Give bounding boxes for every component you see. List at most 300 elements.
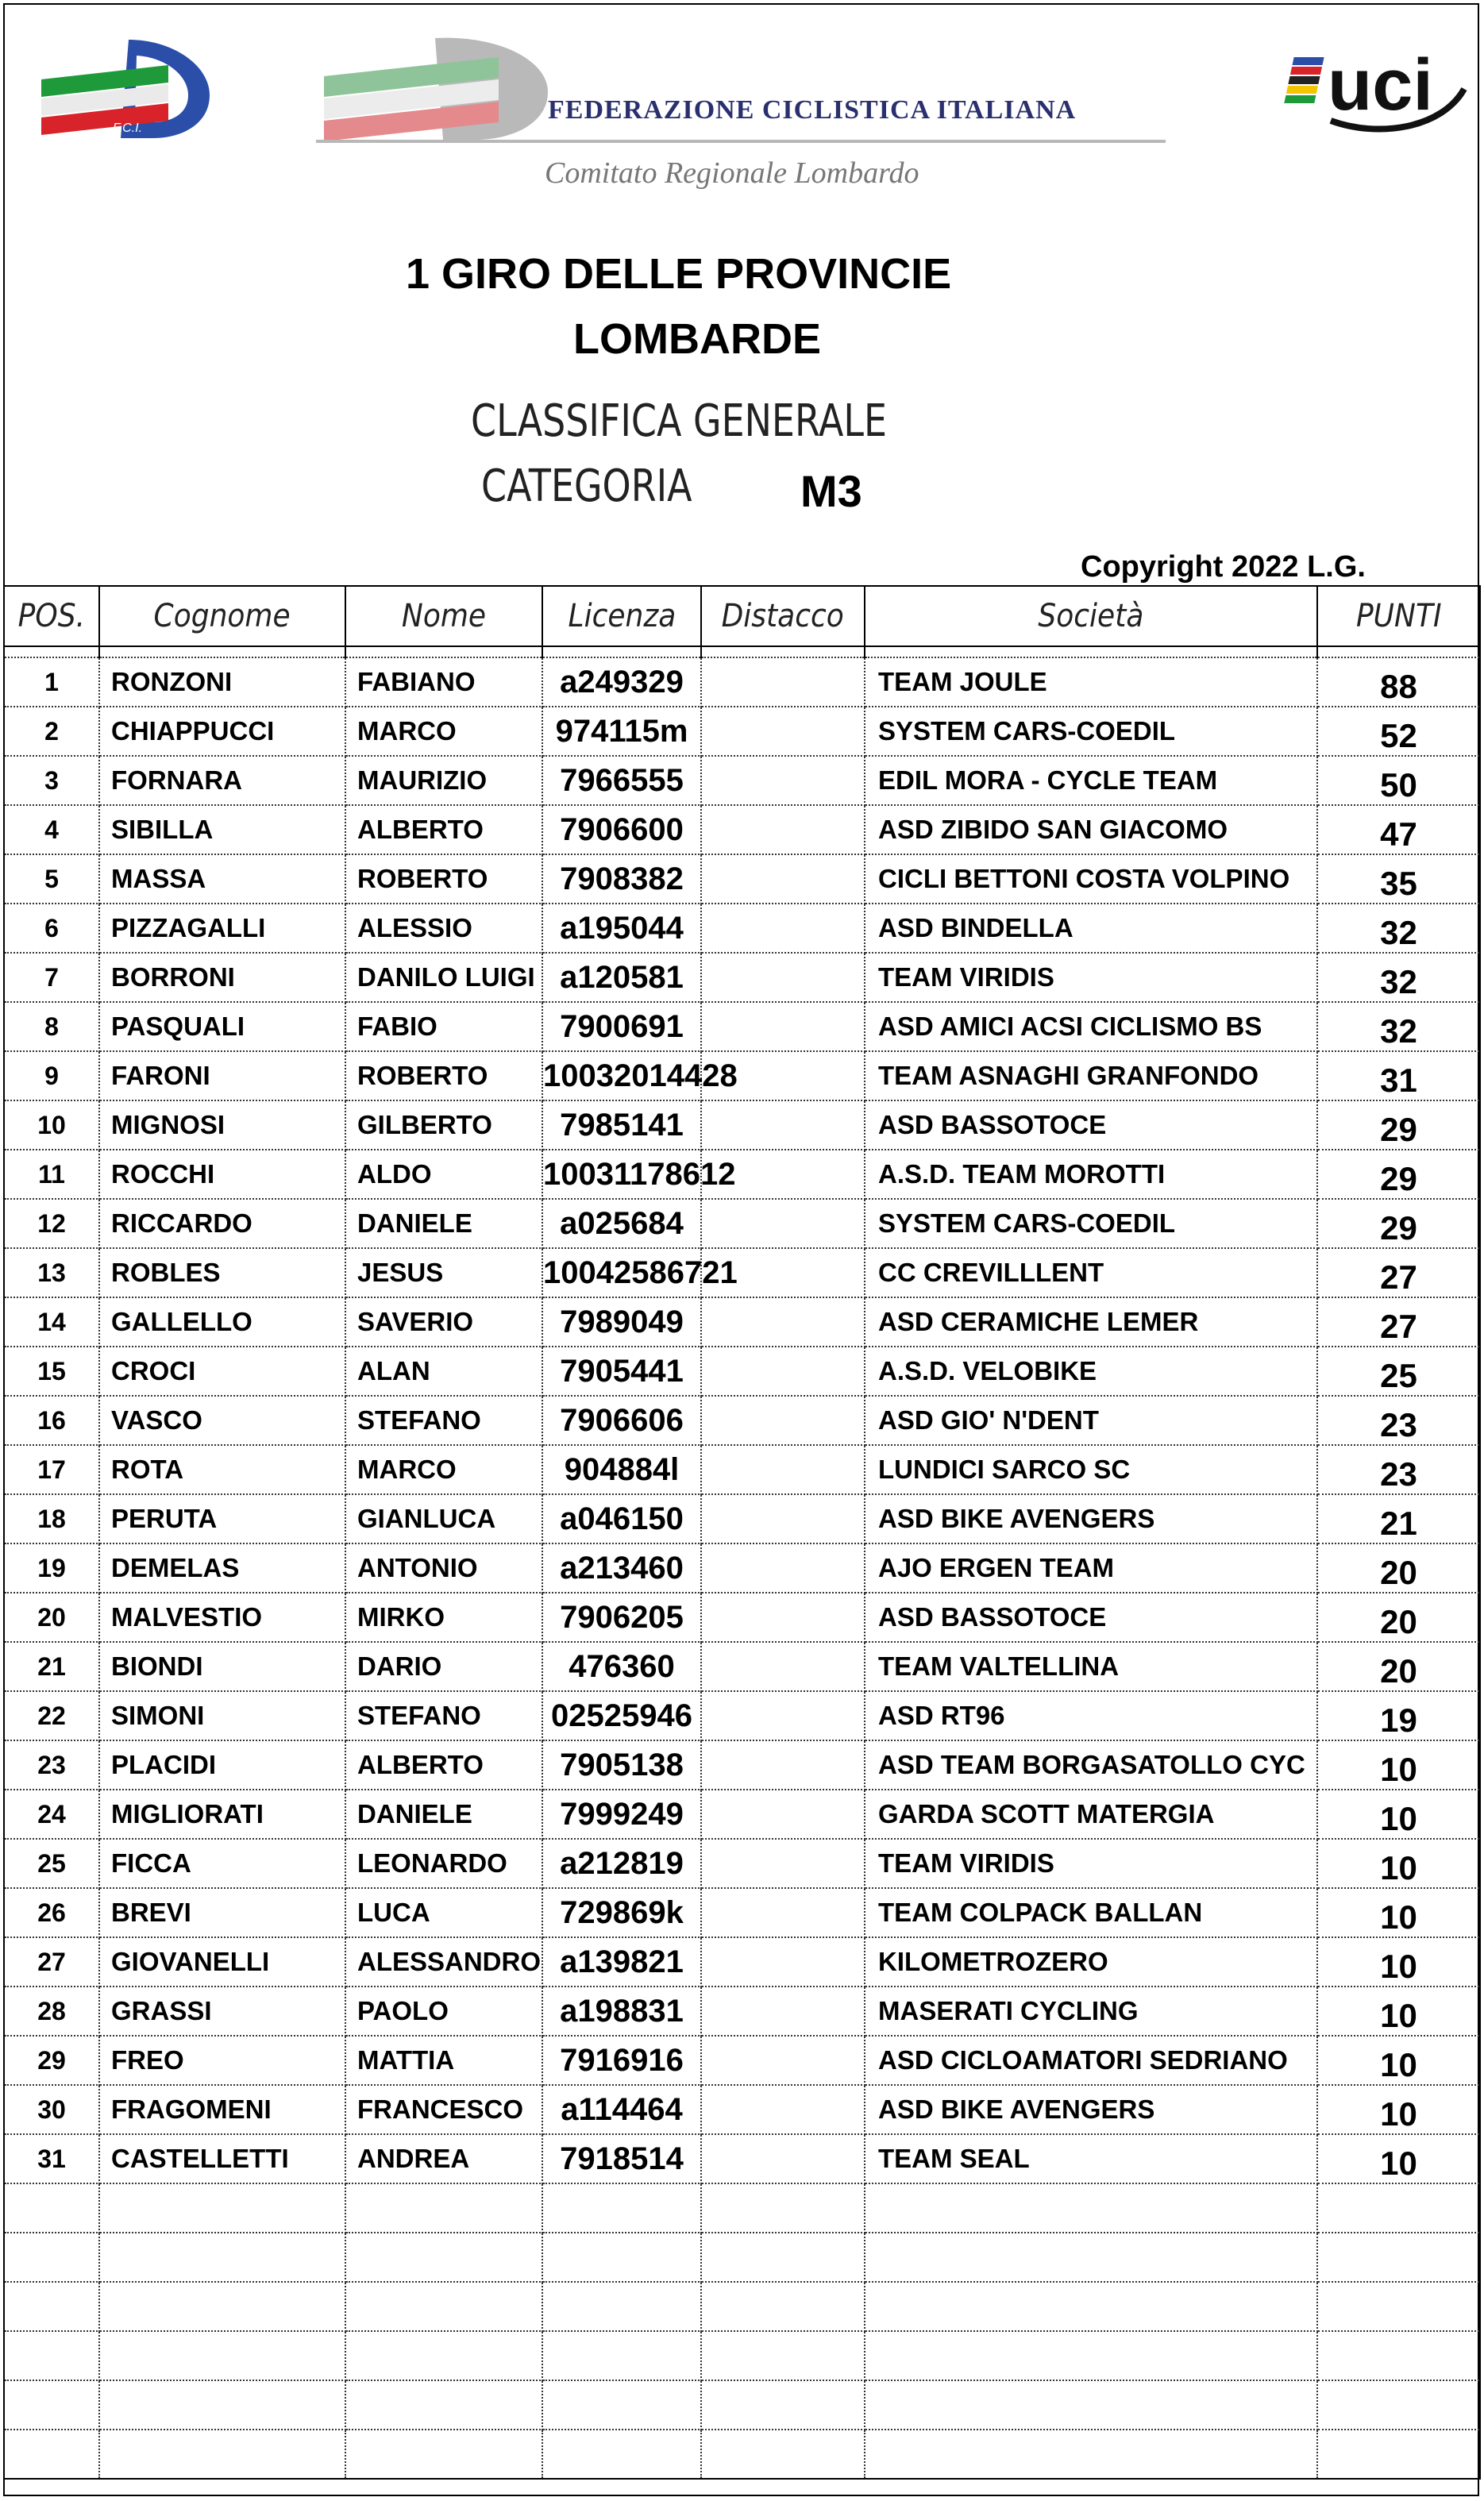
cell-distacco [701, 1543, 865, 1593]
cell-punti: 10 [1317, 1839, 1480, 1888]
cell-nome: STEFANO [345, 1691, 542, 1740]
header-punti: PUNTI [1317, 586, 1480, 646]
cell-pos [4, 2430, 99, 2479]
cell-cognome: FARONI [99, 1051, 345, 1100]
cell-licenza: 7906606 [542, 1396, 701, 1445]
cell-licenza [542, 2233, 701, 2282]
cell-licenza: a120581 [542, 953, 701, 1002]
cell-punti: 10 [1317, 2036, 1480, 2085]
cell-nome: FABIANO [345, 657, 542, 707]
cell-societa [865, 2183, 1317, 2233]
header-nome: Nome [345, 586, 542, 646]
cell-punti: 25 [1317, 1347, 1480, 1396]
standings-table-container [3, 585, 1479, 2480]
cell-licenza: 974115m [542, 707, 701, 756]
cell-societa [865, 2430, 1317, 2479]
cell-licenza: a114464 [542, 2085, 701, 2134]
cell-pos: 20 [4, 1593, 99, 1642]
cell-cognome: RICCARDO [99, 1199, 345, 1248]
table-row [4, 1790, 1480, 1839]
uci-logo [1275, 33, 1471, 141]
cell-punti: 20 [1317, 1543, 1480, 1593]
cell-nome: DARIO [345, 1642, 542, 1691]
cell-cognome: FRAGOMENI [99, 2085, 345, 2134]
cell-pos: 6 [4, 904, 99, 953]
table-row [4, 1937, 1480, 1987]
header-pos: POS. [4, 586, 99, 646]
cell-nome: MIRKO [345, 1593, 542, 1642]
cell-cognome: MIGNOSI [99, 1100, 345, 1150]
cell-licenza: a249329 [542, 657, 701, 707]
cell-cognome: FORNARA [99, 756, 345, 805]
cell-nome: ALAN [345, 1347, 542, 1396]
table-row [4, 2134, 1480, 2183]
cell-pos: 7 [4, 953, 99, 1002]
header-societa: Società [865, 586, 1317, 646]
cell-pos: 30 [4, 2085, 99, 2134]
cell-nome: ALESSANDRO [345, 1937, 542, 1987]
cell-punti [1317, 2331, 1480, 2380]
cell-punti: 20 [1317, 1642, 1480, 1691]
cell-pos: 28 [4, 1987, 99, 2036]
cell-societa [865, 2331, 1317, 2380]
cell-punti: 47 [1317, 805, 1480, 854]
cell-distacco [701, 1642, 865, 1691]
cell-societa: ASD BIKE AVENGERS [865, 1494, 1317, 1543]
cell-pos: 22 [4, 1691, 99, 1740]
cell-societa: ASD BINDELLA [865, 904, 1317, 953]
cell-distacco [701, 1691, 865, 1740]
cell-pos: 26 [4, 1888, 99, 1937]
cell-punti: 32 [1317, 904, 1480, 953]
cell-cognome: FREO [99, 2036, 345, 2085]
cell-distacco [701, 1396, 865, 1445]
cell-cognome: PERUTA [99, 1494, 345, 1543]
cell-pos: 2 [4, 707, 99, 756]
cell-societa: SYSTEM CARS-COEDIL [865, 707, 1317, 756]
cell-nome: JESUS [345, 1248, 542, 1297]
cell-cognome: GIOVANELLI [99, 1937, 345, 1987]
header-licenza: Licenza [542, 586, 701, 646]
cell-licenza: 7999249 [542, 1790, 701, 1839]
table-row [4, 2282, 1480, 2331]
table-row [4, 2380, 1480, 2430]
category-label: CATEGORIA [481, 461, 692, 512]
cell-licenza: a195044 [542, 904, 701, 953]
cell-nome: ALDO [345, 1150, 542, 1199]
cell-nome: GILBERTO [345, 1100, 542, 1150]
table-row [4, 1297, 1480, 1347]
cell-societa: GARDA SCOTT MATERGIA [865, 1790, 1317, 1839]
cell-cognome: VASCO [99, 1396, 345, 1445]
cell-nome [345, 2430, 542, 2479]
cell-licenza: a025684 [542, 1199, 701, 1248]
cell-distacco [701, 2183, 865, 2233]
cell-licenza: 7905138 [542, 1740, 701, 1790]
cell-nome: ROBERTO [345, 1051, 542, 1100]
cell-licenza: 7908382 [542, 854, 701, 904]
cell-pos: 4 [4, 805, 99, 854]
cell-pos: 8 [4, 1002, 99, 1051]
cell-pos [4, 2380, 99, 2430]
cell-pos: 27 [4, 1937, 99, 1987]
cell-cognome: ROBLES [99, 1248, 345, 1297]
cell-pos: 11 [4, 1150, 99, 1199]
cell-punti: 32 [1317, 1002, 1480, 1051]
cell-cognome: SIMONI [99, 1691, 345, 1740]
cell-punti: 32 [1317, 953, 1480, 1002]
cell-societa: ASD CERAMICHE LEMER [865, 1297, 1317, 1347]
cell-distacco [701, 1002, 865, 1051]
cell-licenza [542, 2430, 701, 2479]
cell-societa: TEAM JOULE [865, 657, 1317, 707]
cell-licenza: a139821 [542, 1937, 701, 1987]
cell-cognome: PLACIDI [99, 1740, 345, 1790]
cell-cognome: BORRONI [99, 953, 345, 1002]
table-row [4, 1494, 1480, 1543]
cell-societa [865, 2380, 1317, 2430]
cell-punti: 27 [1317, 1297, 1480, 1347]
cell-punti: 10 [1317, 1790, 1480, 1839]
cell-societa: ASD AMICI ACSI CICLISMO BS [865, 1002, 1317, 1051]
cell-societa: MASERATI CYCLING [865, 1987, 1317, 2036]
cell-cognome: GALLELLO [99, 1297, 345, 1347]
cell-cognome: GRASSI [99, 1987, 345, 2036]
cell-pos [4, 2282, 99, 2331]
cell-distacco [701, 1740, 865, 1790]
cell-societa: TEAM SEAL [865, 2134, 1317, 2183]
cell-cognome: ROTA [99, 1445, 345, 1494]
federation-divider [316, 140, 1166, 143]
cell-punti: 31 [1317, 1051, 1480, 1100]
cell-cognome: BIONDI [99, 1642, 345, 1691]
table-row [4, 1691, 1480, 1740]
cell-societa: TEAM VIRIDIS [865, 1839, 1317, 1888]
cell-licenza: 7966555 [542, 756, 701, 805]
cell-licenza [542, 2183, 701, 2233]
cell-punti: 29 [1317, 1100, 1480, 1150]
cell-societa: AJO ERGEN TEAM [865, 1543, 1317, 1593]
cell-licenza [542, 2282, 701, 2331]
cell-nome [345, 2380, 542, 2430]
cell-licenza: 7989049 [542, 1297, 701, 1347]
cell-pos: 29 [4, 2036, 99, 2085]
cell-pos: 16 [4, 1396, 99, 1445]
cell-cognome: PIZZAGALLI [99, 904, 345, 953]
cell-pos [4, 2233, 99, 2282]
table-row [4, 1051, 1480, 1100]
cell-pos: 31 [4, 2134, 99, 2183]
table-row [4, 1100, 1480, 1150]
cell-pos: 23 [4, 1740, 99, 1790]
header-spacer [4, 646, 1480, 657]
cell-societa: CICLI BETTONI COSTA VOLPINO [865, 854, 1317, 904]
cell-societa: CC CREVILLLENT [865, 1248, 1317, 1297]
cell-distacco [701, 2430, 865, 2479]
cell-punti: 10 [1317, 1987, 1480, 2036]
table-row [4, 1543, 1480, 1593]
regional-committee: Comitato Regionale Lombardo [545, 156, 919, 190]
cell-nome: DANIELE [345, 1199, 542, 1248]
cell-pos: 3 [4, 756, 99, 805]
cell-cognome [99, 2233, 345, 2282]
table-row [4, 1002, 1480, 1051]
cell-pos: 19 [4, 1543, 99, 1593]
cell-nome: MARCO [345, 1445, 542, 1494]
cell-distacco [701, 657, 865, 707]
cell-licenza: 7906600 [542, 805, 701, 854]
cell-punti: 20 [1317, 1593, 1480, 1642]
cell-cognome: PASQUALI [99, 1002, 345, 1051]
cell-nome: FRANCESCO [345, 2085, 542, 2134]
uci-logo-text: uci [1328, 44, 1433, 125]
race-title-line-2: LOMBARDE [573, 315, 821, 363]
cell-nome [345, 2183, 542, 2233]
cell-pos: 1 [4, 657, 99, 707]
cell-distacco [701, 1445, 865, 1494]
cell-cognome: BREVI [99, 1888, 345, 1937]
cell-pos: 18 [4, 1494, 99, 1543]
header-cognome: Cognome [99, 586, 345, 646]
table-row [4, 2233, 1480, 2282]
cell-licenza [542, 2380, 701, 2430]
cell-nome: DANIELE [345, 1790, 542, 1839]
cell-licenza: 7906205 [542, 1593, 701, 1642]
cell-cognome: DEMELAS [99, 1543, 345, 1593]
cell-pos: 12 [4, 1199, 99, 1248]
table-row [4, 2036, 1480, 2085]
cell-punti [1317, 2233, 1480, 2282]
cell-nome [345, 2282, 542, 2331]
table-row [4, 1642, 1480, 1691]
table-row [4, 805, 1480, 854]
fci-logo-text: F.C.I. [113, 121, 143, 135]
cell-distacco [701, 2282, 865, 2331]
cell-nome: MATTIA [345, 2036, 542, 2085]
cell-nome: FABIO [345, 1002, 542, 1051]
cell-societa: A.S.D. VELOBIKE [865, 1347, 1317, 1396]
cell-distacco [701, 1839, 865, 1888]
cell-distacco [701, 2331, 865, 2380]
table-row [4, 1199, 1480, 1248]
cell-distacco [701, 1888, 865, 1937]
cell-cognome: ROCCHI [99, 1150, 345, 1199]
table-header-row [4, 586, 1480, 646]
cell-pos: 5 [4, 854, 99, 904]
race-title-line-1: 1 GIRO DELLE PROVINCIE [406, 250, 952, 298]
fci-logo [33, 33, 216, 145]
cell-nome: DANILO LUIGI [345, 953, 542, 1002]
cell-nome: LUCA [345, 1888, 542, 1937]
cell-distacco [701, 2085, 865, 2134]
cell-licenza: a198831 [542, 1987, 701, 2036]
cell-distacco [701, 2380, 865, 2430]
table-row [4, 1987, 1480, 2036]
cell-licenza: 10042586721 [542, 1248, 701, 1297]
cell-licenza: 7918514 [542, 2134, 701, 2183]
cell-punti: 21 [1317, 1494, 1480, 1543]
cell-punti: 27 [1317, 1248, 1480, 1297]
cell-societa: LUNDICI SARCO SC [865, 1445, 1317, 1494]
cell-societa: EDIL MORA - CYCLE TEAM [865, 756, 1317, 805]
cell-pos: 21 [4, 1642, 99, 1691]
cell-pos: 17 [4, 1445, 99, 1494]
cell-punti [1317, 2430, 1480, 2479]
cell-cognome [99, 2430, 345, 2479]
cell-distacco [701, 1790, 865, 1839]
cell-societa: ASD RT96 [865, 1691, 1317, 1740]
cell-nome: LEONARDO [345, 1839, 542, 1888]
cell-nome: SAVERIO [345, 1297, 542, 1347]
cell-cognome [99, 2183, 345, 2233]
cell-nome: ROBERTO [345, 854, 542, 904]
table-row [4, 1593, 1480, 1642]
cell-licenza: 7900691 [542, 1002, 701, 1051]
cell-cognome: MASSA [99, 854, 345, 904]
cell-societa: A.S.D. TEAM MOROTTI [865, 1150, 1317, 1199]
table-row [4, 756, 1480, 805]
copyright-notice: Copyright 2022 L.G. [1081, 550, 1366, 584]
cell-punti: 10 [1317, 1937, 1480, 1987]
cell-nome: ALESSIO [345, 904, 542, 953]
cell-pos: 14 [4, 1297, 99, 1347]
cell-pos: 25 [4, 1839, 99, 1888]
cell-distacco [701, 1199, 865, 1248]
table-row [4, 657, 1480, 707]
cell-pos: 24 [4, 1790, 99, 1839]
cell-licenza: 7905441 [542, 1347, 701, 1396]
cell-licenza: 10032014428 [542, 1051, 701, 1100]
cell-licenza: 729869k [542, 1888, 701, 1937]
federation-banner-logo [316, 29, 554, 148]
cell-licenza: 904884l [542, 1445, 701, 1494]
table-row [4, 1445, 1480, 1494]
cell-punti: 88 [1317, 657, 1480, 707]
cell-societa: TEAM VIRIDIS [865, 953, 1317, 1002]
cell-distacco [701, 1987, 865, 2036]
cell-licenza: a046150 [542, 1494, 701, 1543]
cell-cognome [99, 2380, 345, 2430]
cell-cognome: FICCA [99, 1839, 345, 1888]
cell-punti: 10 [1317, 2134, 1480, 2183]
cell-distacco [701, 1100, 865, 1150]
cell-punti: 23 [1317, 1396, 1480, 1445]
cell-nome: MAURIZIO [345, 756, 542, 805]
table-row [4, 1740, 1480, 1790]
cell-societa: ASD BASSOTOCE [865, 1593, 1317, 1642]
cell-punti [1317, 2380, 1480, 2430]
cell-societa: ASD GIO' N'DENT [865, 1396, 1317, 1445]
category-value: M3 [800, 466, 862, 516]
cell-distacco [701, 1937, 865, 1987]
cell-cognome [99, 2331, 345, 2380]
cell-cognome: MALVESTIO [99, 1593, 345, 1642]
cell-distacco [701, 1297, 865, 1347]
cell-distacco [701, 2134, 865, 2183]
cell-cognome: SIBILLA [99, 805, 345, 854]
cell-societa: ASD BASSOTOCE [865, 1100, 1317, 1150]
cell-distacco [701, 1494, 865, 1543]
cell-nome: STEFANO [345, 1396, 542, 1445]
cell-distacco [701, 756, 865, 805]
cell-licenza: 10031178612 [542, 1150, 701, 1199]
cell-licenza [542, 2331, 701, 2380]
cell-societa: ASD CICLOAMATORI SEDRIANO [865, 2036, 1317, 2085]
table-row [4, 2430, 1480, 2479]
cell-societa: ASD ZIBIDO SAN GIACOMO [865, 805, 1317, 854]
table-row [4, 854, 1480, 904]
cell-distacco [701, 805, 865, 854]
cell-pos [4, 2183, 99, 2233]
cell-pos: 15 [4, 1347, 99, 1396]
cell-punti: 29 [1317, 1150, 1480, 1199]
cell-punti: 10 [1317, 2085, 1480, 2134]
cell-nome: PAOLO [345, 1987, 542, 2036]
cell-punti: 52 [1317, 707, 1480, 756]
cell-pos: 9 [4, 1051, 99, 1100]
cell-cognome: MIGLIORATI [99, 1790, 345, 1839]
cell-licenza: 7916916 [542, 2036, 701, 2085]
federation-name: FEDERAZIONE CICLISTICA ITALIANA [548, 95, 1077, 125]
table-row [4, 1839, 1480, 1888]
cell-distacco [701, 707, 865, 756]
cell-distacco [701, 2036, 865, 2085]
cell-societa [865, 2233, 1317, 2282]
cell-nome: ANTONIO [345, 1543, 542, 1593]
table-row [4, 1150, 1480, 1199]
cell-punti: 19 [1317, 1691, 1480, 1740]
table-row [4, 2085, 1480, 2134]
cell-punti: 35 [1317, 854, 1480, 904]
table-row [4, 1347, 1480, 1396]
classification-title: CLASSIFICA GENERALE [471, 395, 888, 447]
cell-nome: ALBERTO [345, 805, 542, 854]
cell-distacco [701, 953, 865, 1002]
cell-licenza: 7985141 [542, 1100, 701, 1150]
cell-distacco [701, 2233, 865, 2282]
cell-punti [1317, 2282, 1480, 2331]
cell-societa [865, 2282, 1317, 2331]
table-row [4, 2183, 1480, 2233]
table-row [4, 1248, 1480, 1297]
cell-societa: TEAM VALTELLINA [865, 1642, 1317, 1691]
cell-pos: 10 [4, 1100, 99, 1150]
cell-nome [345, 2233, 542, 2282]
table-row [4, 904, 1480, 953]
cell-punti: 23 [1317, 1445, 1480, 1494]
cell-punti: 29 [1317, 1199, 1480, 1248]
standings-table [3, 585, 1481, 2480]
cell-distacco [701, 904, 865, 953]
cell-societa: TEAM COLPACK BALLAN [865, 1888, 1317, 1937]
cell-licenza: a213460 [542, 1543, 701, 1593]
cell-nome: ANDREA [345, 2134, 542, 2183]
table-row [4, 953, 1480, 1002]
cell-societa: SYSTEM CARS-COEDIL [865, 1199, 1317, 1248]
cell-punti: 10 [1317, 1740, 1480, 1790]
cell-societa: ASD TEAM BORGASATOLLO CYC [865, 1740, 1317, 1790]
cell-cognome [99, 2282, 345, 2331]
cell-cognome: RONZONI [99, 657, 345, 707]
cell-cognome: CASTELLETTI [99, 2134, 345, 2183]
standings-body [4, 646, 1480, 2479]
cell-nome: MARCO [345, 707, 542, 756]
cell-punti [1317, 2183, 1480, 2233]
cell-punti: 10 [1317, 1888, 1480, 1937]
cell-pos: 13 [4, 1248, 99, 1297]
table-row [4, 1396, 1480, 1445]
table-row [4, 2331, 1480, 2380]
